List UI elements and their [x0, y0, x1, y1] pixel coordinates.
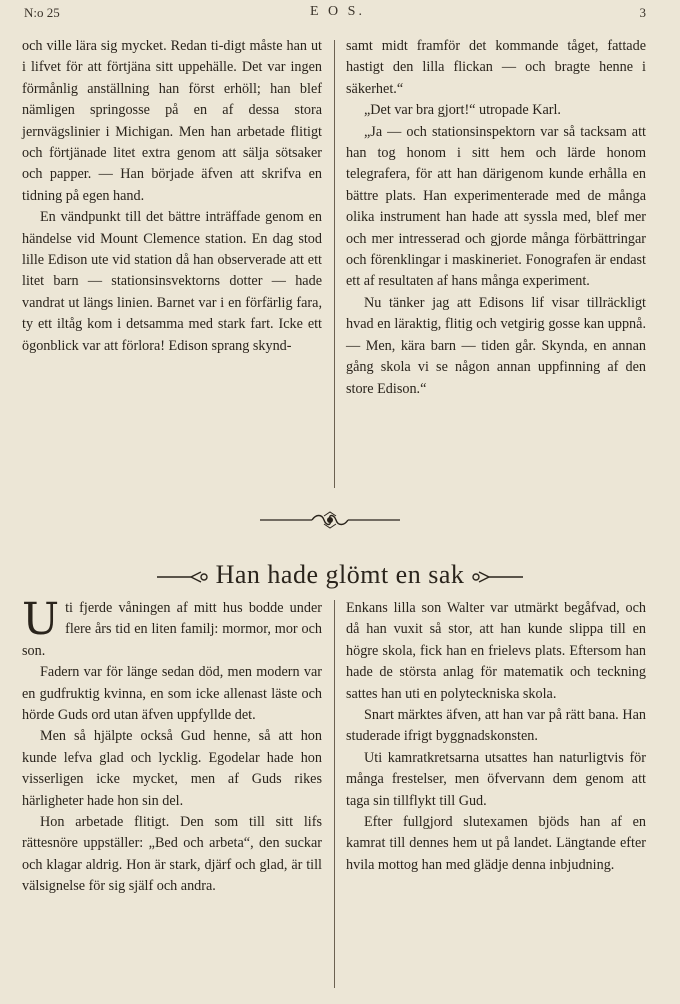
article2-left-column: [22, 594, 322, 898]
paragraph: „Det var bra gjort!“ utropade Karl.: [364, 102, 561, 119]
article1-right-column: [346, 36, 646, 400]
article2-right-column: [346, 598, 646, 876]
drop-cap: U: [22, 594, 60, 645]
paragraph: Fadern var för länge sedan död, men modern var en gudfruktig kvinna, en som icke allenast läste och hörde Guds ord utan äfven uppfyllde det.: [22, 664, 322, 724]
right-flourish-icon: [471, 570, 523, 584]
column-divider: [334, 600, 335, 988]
section-ornament: [250, 510, 410, 530]
article2-title: Han hade glömt en sak: [215, 560, 465, 589]
page-number: 3: [639, 5, 646, 20]
magazine-title: E O S.: [310, 4, 365, 19]
paragraph: Enkans lilla son Walter var utmärkt begåfvad, och då han vuxit så stor, att han kunde slippa till en högre skola, fick han en frielevs plats. Eftersom han hade de största anlag för matematik och teckning sattes han uti en polyteckniska skola.: [346, 600, 646, 702]
issue-number: N:o 25: [24, 5, 60, 20]
article1-left-column: [22, 36, 322, 357]
paragraph: Nu tänker jag att Edisons lif visar tillräckligt hvad en läraktig, flitig och vetgirig gosse kan uppnå. — Men, kära barn — tiden går. Skynda, en annan gång skola vi se någon annan uppfinning af den store Edison.“: [346, 294, 646, 397]
paragraph: [22, 594, 322, 662]
paragraph: samt midt framför det kommande tåget, fattade hastigt den lilla flickan — och bragte henne i säkerhet.“: [346, 38, 646, 97]
paragraph: Men så hjälpte också Gud henne, så att hon kunde lefva glad och lycklig. Egodelar hade hon visserligen icke mycket, men af Guds rikes härligheter hade hon sin del.: [22, 728, 322, 809]
left-flourish-icon: [157, 570, 209, 584]
paragraph: och ville lära sig mycket. Redan ti-digt måste han ut i lifvet för att förtjäna sitt uppehälle. Det var ingen förmånlig anställning han först erhöll; han blef nämligen springosse på en af dessa stora jernvägslinier i Michigan. Men han arbetade flitigt och förtjänade litet extra genom att sälja sötsaker och papper. — Han började äfven att skrifva en tidning på egen hand.: [22, 38, 322, 204]
page-header: [0, 0, 680, 22]
paragraph: Efter fullgjord slutexamen bjöds han af en kamrat till dennes hem ut på landet. Längtande efter hvila mottog han med glädje denna inbjudning.: [346, 814, 646, 873]
paragraph: Snart märktes äfven, att han var på rätt bana. Han studerade ifrigt byggnadskonsten.: [346, 707, 646, 745]
column-divider: [334, 40, 335, 488]
paragraph: En vändpunkt till det bättre inträffade genom en händelse vid Mount Clemence station. En dag stod lille Edison ute vid station då han observerade att ett litet barn — stationsinsvektorns dotter — hade vandrat ut längs linien. Barnet var i en förfärlig fara, ty ett iltåg kom i detsamma med stark fart. Icke ett ögonblick var att förlora! Edison sprang skynd-: [22, 209, 322, 354]
opening-text: ti fjerde våningen af mitt hus bodde under flere års tid en liten familj: mormor, mor och son.: [22, 600, 322, 659]
paragraph: Hon arbetade flitigt. Den som till sitt lifs rättesnöre uppställer: „Bed och arbeta“, den suckar och klagar aldrig. Hon är stark, djärf och glad, är till välsignelse för sig själf och andra.: [22, 814, 322, 895]
article2-title-row: [0, 560, 680, 596]
paragraph: „Ja — och stationsinspektorn var så tacksam att han tog honom i sitt hem och lärde honom telegrafera, för att han därigenom kunde erhålla en bättre plats. Han experimenterade med de många olika instrument han hade att syssla med, blef mer och mer intresserad och gjorde många förbättringar och förenklingar i maskineriet. Fonografen är endast ett af resultaten af hans många experiment.: [346, 123, 646, 290]
paragraph: Uti kamratkretsarna utsattes han naturligtvis för många frestelser, men öfvervann dem genom att taga sin tillflykt till Gud.: [346, 749, 646, 809]
